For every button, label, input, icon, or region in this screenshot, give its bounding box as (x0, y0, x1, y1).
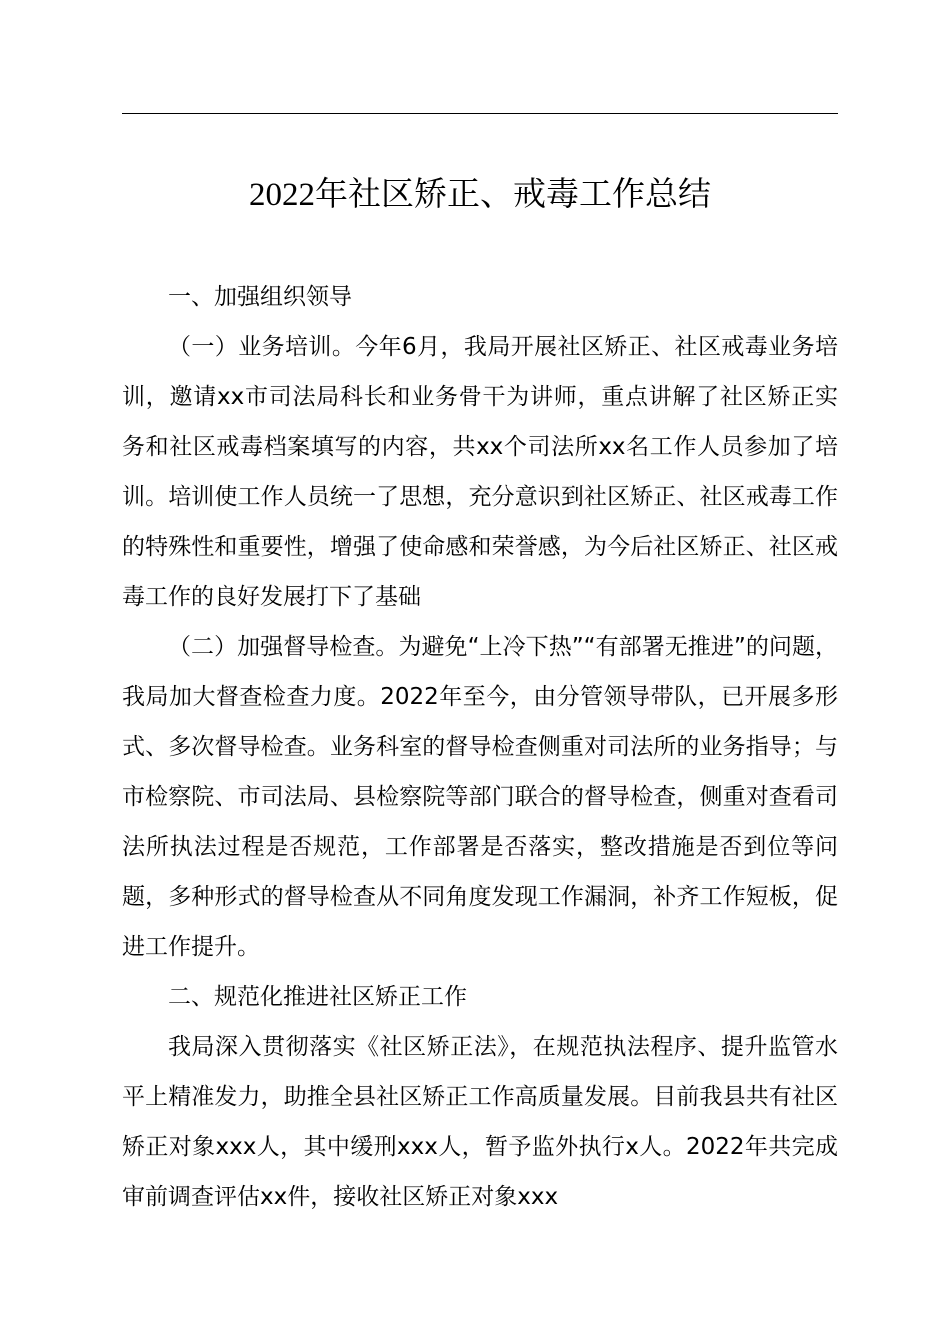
document-body (122, 272, 838, 1222)
paragraph-supervision: （二）加强督导检查。为避免“上冷下热”“有部署无推进”的问题，我局加大督查检查力度。2022年至今，由分管领导带队，已开展多形式、多次督导检查。业务科室的督导检查侧重对司法所的业务指导；与市检察院、市司法局、县检察院等部门联合的督导检查，侧重对查看司法所执法过程是否规范，工作部署是否落实，整改措施是否到位等问题，多种形式的督导检查从不同角度发现工作漏洞，补齐工作短板，促进工作提升。 (122, 634, 838, 960)
paragraph-training: （一）业务培训。今年6月，我局开展社区矫正、社区戒毒业务培训，邀请xx市司法局科长和业务骨干为讲师，重点讲解了社区矫正实务和社区戒毒档案填写的内容，共xx个司法所xx名工作人员参加了培训。培训使工作人员统一了思想，充分意识到社区矫正、社区戒毒工作的特殊性和重要性，增强了使命感和荣誉感，为今后社区矫正、社区戒毒工作的良好发展打下了基础 (122, 334, 838, 610)
section-heading-1: 一、加强组织领导 (168, 284, 352, 310)
header-rule (122, 113, 838, 114)
section-heading-2: 二、规范化推进社区矫正工作 (168, 984, 467, 1010)
paragraph-correction: 我局深入贯彻落实《社区矫正法》，在规范执法程序、提升监管水平上精准发力，助推全县社区矫正工作高质量发展。目前我县共有社区矫正对象xxx人，其中缓刑xxx人，暂予监外执行x人。2022年共完成审前调查评估xx件，接收社区矫正对象xxx (122, 1034, 838, 1210)
document-title: 2022年社区矫正、戒毒工作总结 (249, 177, 711, 213)
